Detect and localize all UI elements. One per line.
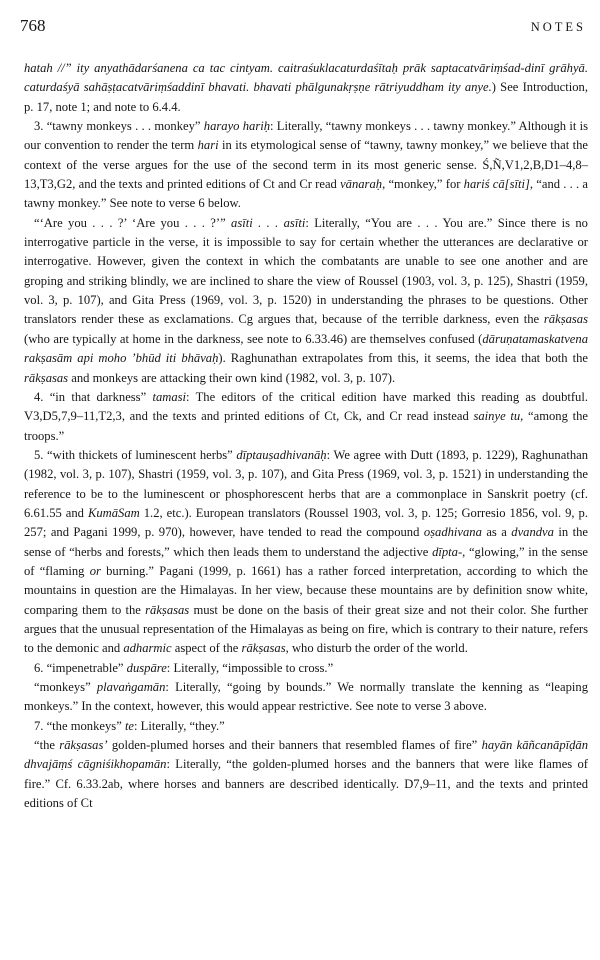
text-run: golden-plumed horses and their banners that resembled flames of fire” — [107, 738, 482, 753]
italic-term: hayān kāñcanāpīḍān dhvajāṃś cāgniśikhopamān — [24, 738, 589, 772]
text-run: 4. “in that darkness” — [34, 389, 153, 404]
italic-term: plavaṅgamān — [96, 680, 166, 694]
italic-term: dvandva — [511, 525, 554, 540]
text-run: , “monkey,” for — [382, 177, 464, 192]
italic-term: oṣadhivana — [423, 525, 482, 540]
note-paragraph — [24, 388, 588, 446]
italic-term: rākṣasas — [241, 641, 286, 656]
italic-term: rākṣasas — [24, 370, 69, 385]
page-number: 768 — [20, 16, 46, 35]
text-run: 7. “the monkeys” — [34, 718, 125, 733]
italic-term: hatah //” ity anyathādarśanena ca tac cintyam. caitraśuklacaturdaśītaḥ prāk saptacatvāriṃśad-dinī grāhyā. caturdaśyā sahāṣṭacatvāriṃśaddinī bhavati. bhavati phālgunakṛṣṇe rātriyuddham ity anye. — [24, 61, 588, 95]
text-run: and monkeys are attacking their own kind (1982, vol. 3, p. 107). — [68, 370, 396, 385]
text-run: , who disturb the order of the world. — [285, 641, 468, 656]
text-run: as a — [481, 525, 512, 540]
italic-term: dāruṇatamaskatvena rakṣasām api moho ’bhūd iti bhāvaḥ — [24, 331, 588, 366]
italic-term: rākṣasas — [145, 602, 190, 617]
note-paragraph — [24, 717, 588, 736]
text-run: ) See Introduction, p. 17, note 1; and note to 6.4.4. — [24, 80, 588, 114]
text-run: ). Raghunathan extrapolates from this, it seems, the idea that both the — [218, 351, 588, 366]
italic-term: te — [124, 718, 135, 733]
text-run: : Literally, “tawny monkeys . . . tawny monkey.” Although it is our convention to render the term — [24, 119, 588, 153]
italic-term: hariś cā[sīti] — [463, 177, 530, 192]
text-run: in its etymological sense of “tawny, tawny monkey,” we believe that the context of the verse argues for the use of the second term in its most generic sense. Ś,Ñ,V1,2,B,D1–4,8–13,T3,G2, and the texts and printed editions of Ct and Cr read — [24, 138, 588, 192]
text-run: in the sense of “herbs and forests,” which then leads them to understand the adjective — [24, 525, 588, 559]
text-run: 6. “impenetrable” — [34, 660, 127, 675]
text-run: : Literally, “impossible to cross.” — [166, 660, 334, 675]
text-run: , “among the troops.” — [24, 409, 588, 443]
italic-term: vānaraḥ — [340, 177, 383, 192]
note-paragraph — [24, 678, 588, 717]
italic-term: rākṣasas — [543, 312, 588, 327]
note-paragraph — [24, 736, 588, 813]
note-paragraph — [24, 117, 588, 214]
text-run: : The editors of the critical edition have marked this reading as doubtful. V3,D5,7,9–11,T2,3, and the texts and printed editions of Ct, Ck, and Cr read instead — [24, 389, 589, 424]
text-run: “monkeys” — [34, 680, 97, 694]
text-run: 5. “with thickets of luminescent herbs” — [34, 447, 237, 462]
text-run: : Literally, “going by bounds.” We normally translate the kenning as “leaping monkeys.” In the context, however, this would appear restrictive. See note to verse 3 above. — [24, 680, 588, 714]
text-run: (who are typically at home in the darkness, see note to 6.33.46) are themselves confused ( — [24, 331, 483, 346]
italic-term: sainye tu — [473, 409, 521, 424]
text-run: must be done on the basis of their great size and not their color. She further argues that the unusual representation of the Himalayas as being on fire, which is contrary to their nature, refers to the demonic and — [24, 602, 589, 656]
text-run: aspect of the — [171, 641, 242, 656]
text-run: 1.2, etc.). European translators (Roussel 1903, vol. 3, p. 125; Gorresio 1856, vol. 9, p. 257; and Pagani 1999, p. 970), however, have tended to read the compound — [24, 505, 588, 540]
italic-term: dīptauṣadhivanāḥ — [236, 447, 327, 462]
text-run: burning.” Pagani (1999, p. 1661) has a rather forced interpretation, according to which the mountains in question are the Himalayas. In her view, because these mountains are by definition snow white, comparing them to the — [24, 563, 588, 617]
text-run: : Literally, “You are . . . You are.” Since there is no interrogative particle in the verse, it is impossible to say for certain whether the utterances are declarative or interrogative. However, given the context in which the combatants are unable to see one another and are groping and striking blindly, we are inclined to share the view of Roussel (1903, vol. 3, p. 125), Shastri (1959, vol. 3, p. 107), and Gita Press (1969, vol. 3, p. 1520) in understanding the phrases to be questions. Other translators render these as exclamations. Cg argues that, because of the terrible darkness, even the — [24, 215, 588, 327]
text-run: : Literally, “the golden-plumed horses and the banners that were like flames of fire.” Cf. 6.33.2ab, where horses and banners are described identically. D7,9–11, and the texts and printed editions of Ct — [24, 757, 589, 811]
italic-term: duspāre — [126, 660, 167, 675]
page-header — [20, 16, 586, 40]
text-run: “‘Are you . . . ?’ ‘Are you . . . ?’” — [34, 215, 232, 230]
italic-term: harayo hariḥ — [203, 119, 271, 134]
text-run: “the — [34, 738, 60, 753]
text-run: , “and . . . a tawny monkey.” See note to verse 6 below. — [24, 177, 588, 211]
text-run: : We agree with Dutt (1893, p. 1229), Raghunathan (1982, vol. 3, p. 107), Shastri (1959, vol. 3, p. 107), and Gita Press (1969, vol. 3, p. 1521) in understanding the reference to be to the luminescent or phosphorescent herbs that are a commonplace in Sanskrit poetry (cf. 6.61.55 and — [24, 447, 589, 520]
text-run: : Literally, “they.” — [134, 718, 225, 733]
italic-term: KumāSam — [87, 505, 140, 520]
text-run: 3. “tawny monkeys . . . monkey” — [34, 119, 204, 134]
note-paragraph — [24, 659, 588, 678]
note-paragraph — [24, 214, 588, 388]
notes-body — [24, 59, 588, 813]
italic-term: tamasi — [152, 389, 187, 404]
text-run: , “glowing,” in the sense of “flaming — [24, 544, 588, 578]
italic-term: or — [89, 563, 101, 578]
italic-term: asīti . . . asīti — [231, 215, 306, 230]
running-head: NOTES — [530, 20, 586, 34]
note-paragraph — [24, 446, 588, 659]
italic-term: adharmic — [123, 641, 172, 656]
italic-term: hari — [197, 138, 219, 153]
italic-term: dīpta- — [432, 544, 463, 559]
note-paragraph — [24, 59, 588, 117]
italic-term: rākṣasas’ — [59, 738, 108, 753]
